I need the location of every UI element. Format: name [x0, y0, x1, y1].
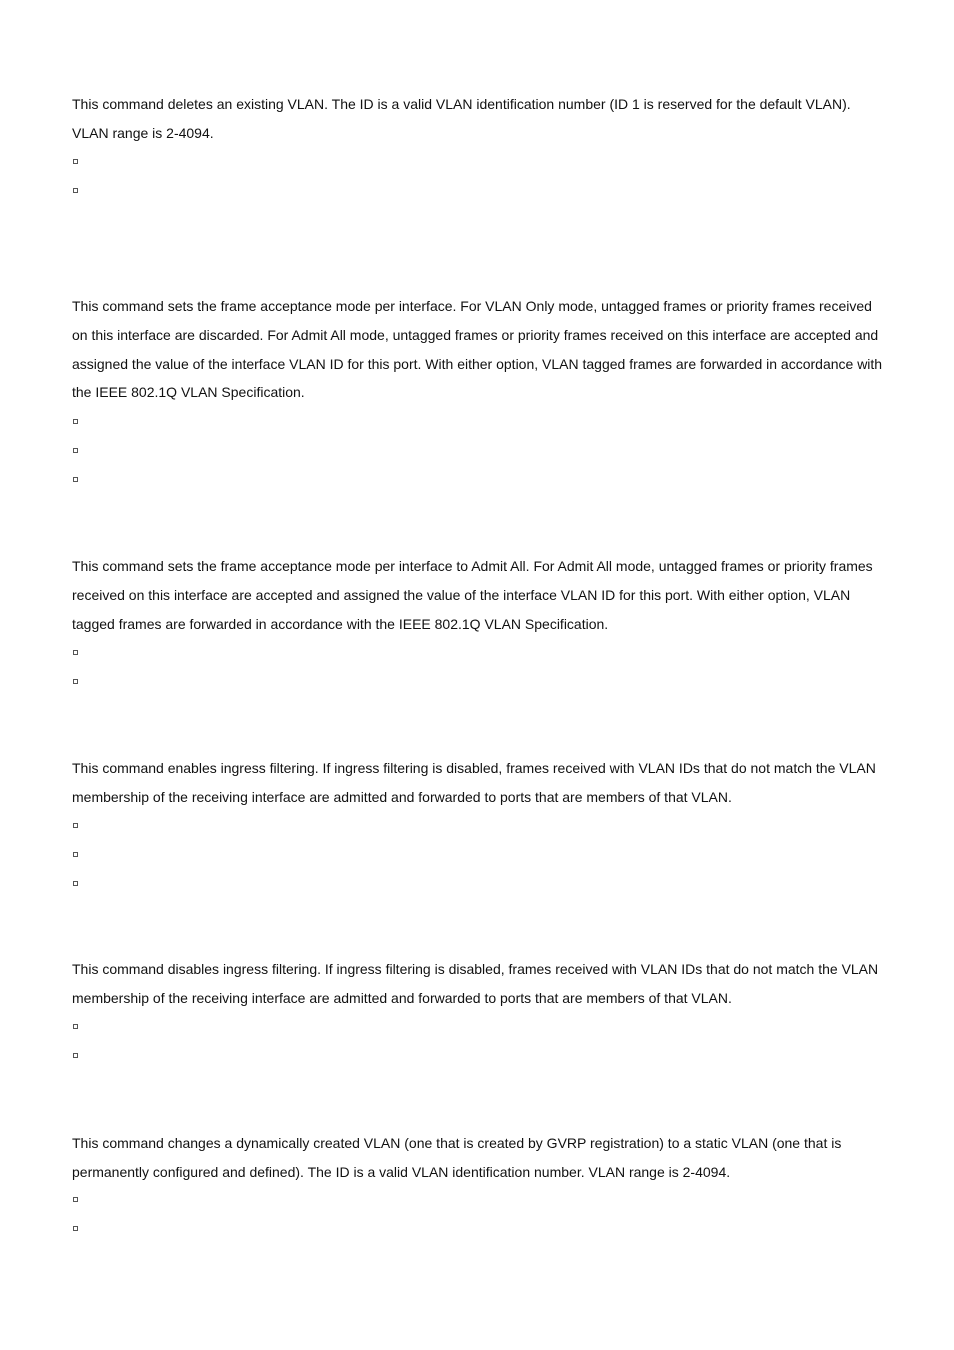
section-2-bullet-2 — [73, 448, 78, 453]
section-1-bullet-1 — [73, 159, 78, 164]
section-5-bullet-2 — [73, 1053, 78, 1058]
section-6-bullet-1 — [73, 1197, 78, 1202]
section-6-bullet-2 — [73, 1226, 78, 1231]
section-5-bullet-1 — [73, 1024, 78, 1029]
section-1-description: This command deletes an existing VLAN. The ID is a valid VLAN identification number (ID 1 is reserved for the default VLAN). VLAN range is 2-4094. — [72, 96, 851, 141]
section-4-description: This command enables ingress filtering. If ingress filtering is disabled, frames received with VLAN IDs that do not match the VLAN membership of the receiving interface are admitted and forwarded to ports that are members of that VLAN. — [72, 760, 876, 805]
section-2-bullet-3 — [73, 477, 78, 482]
section-4-bullet-2 — [73, 852, 78, 857]
section-5-description: This command disables ingress filtering. If ingress filtering is disabled, frames received with VLAN IDs that do not match the VLAN membership of the receiving interface are admitted and forwarded to ports that are members of that VLAN. — [72, 961, 879, 1006]
section-2-bullet-1 — [73, 419, 78, 424]
section-6-description: This command changes a dynamically created VLAN (one that is created by GVRP registration) to a static VLAN (one that is permanently configured and defined). The ID is a valid VLAN identification number. VLAN range is 2-4094. — [72, 1135, 842, 1180]
section-4-bullet-1 — [73, 823, 78, 828]
section-4-bullet-3 — [73, 881, 78, 886]
section-3-bullet-2 — [73, 679, 78, 684]
section-3-description: This command sets the frame acceptance mode per interface to Admit All. For Admit All mode, untagged frames or priority frames received on this interface are accepted and assigned the value of the interface VLAN ID for this port. With either option, VLAN tagged frames are forwarded in accordance with the IEEE 802.1Q VLAN Specification. — [72, 558, 873, 632]
section-3-bullet-1 — [73, 650, 78, 655]
section-1-bullet-2 — [73, 188, 78, 193]
section-2-description: This command sets the frame acceptance mode per interface. For VLAN Only mode, untagged frames or priority frames received on this interface are discarded. For Admit All mode, untagged frames or priority frames received on this interface are accepted and assigned the value of the interface VLAN ID for this port. With either option, VLAN tagged frames are forwarded in accordance with the IEEE 802.1Q VLAN Specification. — [72, 298, 883, 401]
